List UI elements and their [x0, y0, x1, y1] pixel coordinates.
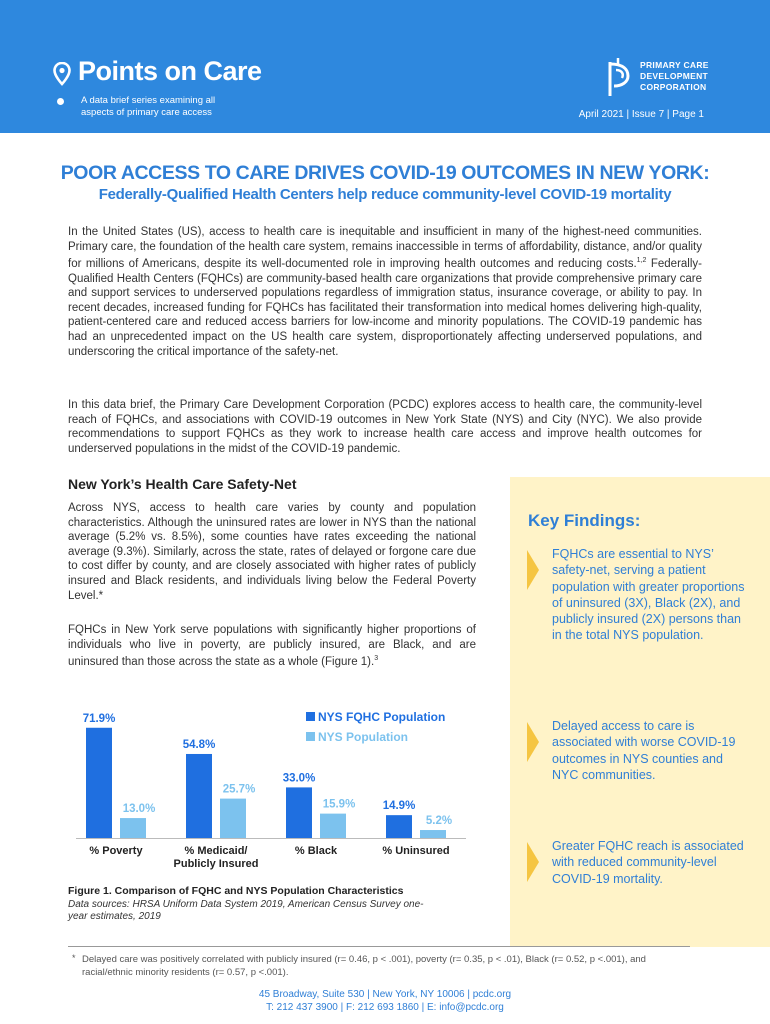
category-label: % Medicaid/ — [184, 845, 248, 857]
bar-fqhc — [286, 787, 312, 838]
bar-nys — [320, 814, 346, 838]
footnote-divider — [68, 946, 690, 947]
intro-paragraph-2: In this data brief, the Primary Care Development Corporation (PCDC) explores access to health care, the community-level reach of FQHCs, and associations with COVID-19 outcomes in New York State (NYS) and City (NYC). We also provide recommendations to support FQHCs as they work to increase health care access and improve health outcomes for underserved populations in the midst of the COVID-19 pandemic. — [68, 399, 702, 455]
bar-nys — [220, 799, 246, 838]
data-label: 5.2% — [425, 815, 453, 828]
section-heading: New York’s Health Care Safety-Net — [68, 476, 297, 492]
legend-swatch — [306, 712, 315, 721]
chevron-right-icon — [527, 550, 539, 590]
bar-fqhc — [386, 815, 412, 838]
bar-nys — [120, 818, 146, 838]
footnote: Delayed care was positively correlated with publicly insured (r= 0.46, p < .001), poverty (r= 0.35, p < .01), Black (r= 0.52, p <.001), and racial/ethnic minority residents (r= 0.57, p <.001). — [82, 954, 646, 978]
bar-chart — [66, 700, 486, 885]
chevron-right-icon — [527, 842, 539, 882]
footer-address: 45 Broadway, Suite 530 | New York, NY 10006 | pcdc.org T: 212 437 3900 | F: 212 693 1860 | E: info@pcdc.org — [258, 989, 512, 1013]
data-label: 25.7% — [222, 783, 256, 796]
bar-nys — [420, 830, 446, 838]
category-label: % Uninsured — [382, 845, 450, 857]
tagline: A data brief series examining all aspects of primary care access — [81, 95, 216, 118]
intro-paragraph-1: In the United States (US), access to health care is inequitable and insufficient in many of the highest-need communities. Primary care, the foundation of the health care system, remains inaccessible in terms of affordability, distance, and/or quality for millions of Americans, despite its well-documented role in improving health outcomes and reducing costs.$^{1,2}$ Federally-Qualified Health Centers (FQHCs) are community-based health care organizations that provide comprehensive primary care and support services to underserved populations regardless of immigration status, insurance coverage, or ability to pay. In recent decades, increased funding for FQHCs has facilitated their transformation into medical homes delivering high-quality, patient-centered care and reduced access barriers for low-income and minority populations. The COVID-19 pandemic has had an unprecedented impact on the US health care system, disproportionately affecting underserved populations, and underscoring the critical importance of the safety-net. — [68, 226, 702, 358]
chevron-right-icon — [527, 722, 539, 762]
section-paragraph-1: Across NYS, access to health care varies by county and population characteristics. Although the uninsured rates are lower in NYS than the national average (5.2% vs. 8.5%), some counties have rates exceeding the national average (9.3%). Similarly, across the state, rates of delayed or forgone care due to cost differ by county, and are closely associated with higher rates of publicly insured and Black residents, and individuals living below the Federal Poverty Level.* — [68, 502, 476, 602]
figure-source: Data sources: HRSA Uniform Data System 2019, American Census Survey one-year estimates, 2019 — [68, 899, 424, 922]
data-label: 54.8% — [182, 738, 216, 751]
section-paragraph-2: FQHCs in New York serve populations with significantly higher proportions of individuals who live in poverty, are publicly insured, are Black, and are uninsured than those across the state as a whole (Figure 1).$^3$ — [68, 624, 476, 669]
page-subtitle: Federally-Qualified Health Centers help reduce community-level COVID-19 mortality — [98, 186, 672, 203]
legend-label: NYS FQHC Population — [318, 710, 446, 724]
category-label: % Poverty — [89, 845, 143, 857]
category-label: % Black — [294, 845, 338, 857]
header-banner — [0, 0, 770, 133]
category-label: Publicly Insured — [173, 858, 259, 870]
legend-swatch — [306, 732, 315, 741]
key-finding-3: Greater FQHC reach is associated with reduced community-level COVID-19 mortality. — [552, 839, 744, 886]
org-name: PRIMARY CARE DEVELOPMENT CORPORATION — [640, 60, 709, 92]
key-findings-title: Key Findings: — [528, 511, 641, 530]
key-finding-1: FQHCs are essential to NYS’ safety-net, serving a patient population with greater proportions of uninsured (3X), Black (2X), and publicly insured (2X) persons than in the total NYS population. — [552, 547, 745, 643]
key-finding-2: Delayed access to care is associated with worse COVID-19 outcomes in NYS counties and NYC communities. — [552, 719, 736, 782]
data-label: 14.9% — [382, 800, 416, 813]
brand-title: Points on Care — [78, 56, 262, 86]
data-label: 13.0% — [122, 803, 156, 816]
data-label: 15.9% — [322, 798, 356, 811]
bullet-dot — [57, 98, 64, 105]
map-pin-icon — [53, 62, 71, 86]
bar-fqhc — [86, 728, 112, 838]
legend-label: NYS Population — [318, 730, 408, 744]
figure-caption: Figure 1. Comparison of FQHC and NYS Population Characteristics — [68, 885, 404, 897]
pcdc-logo-icon — [606, 56, 632, 100]
issue-info: April 2021 | Issue 7 | Page 1 — [578, 109, 704, 120]
data-label: 71.9% — [82, 712, 116, 725]
data-label: 33.0% — [282, 772, 316, 785]
footnote-mark: * — [72, 953, 76, 963]
page-title: POOR ACCESS TO CARE DRIVES COVID-19 OUTCOMES IN NEW YORK: — [60, 162, 710, 184]
bar-fqhc — [186, 754, 212, 838]
